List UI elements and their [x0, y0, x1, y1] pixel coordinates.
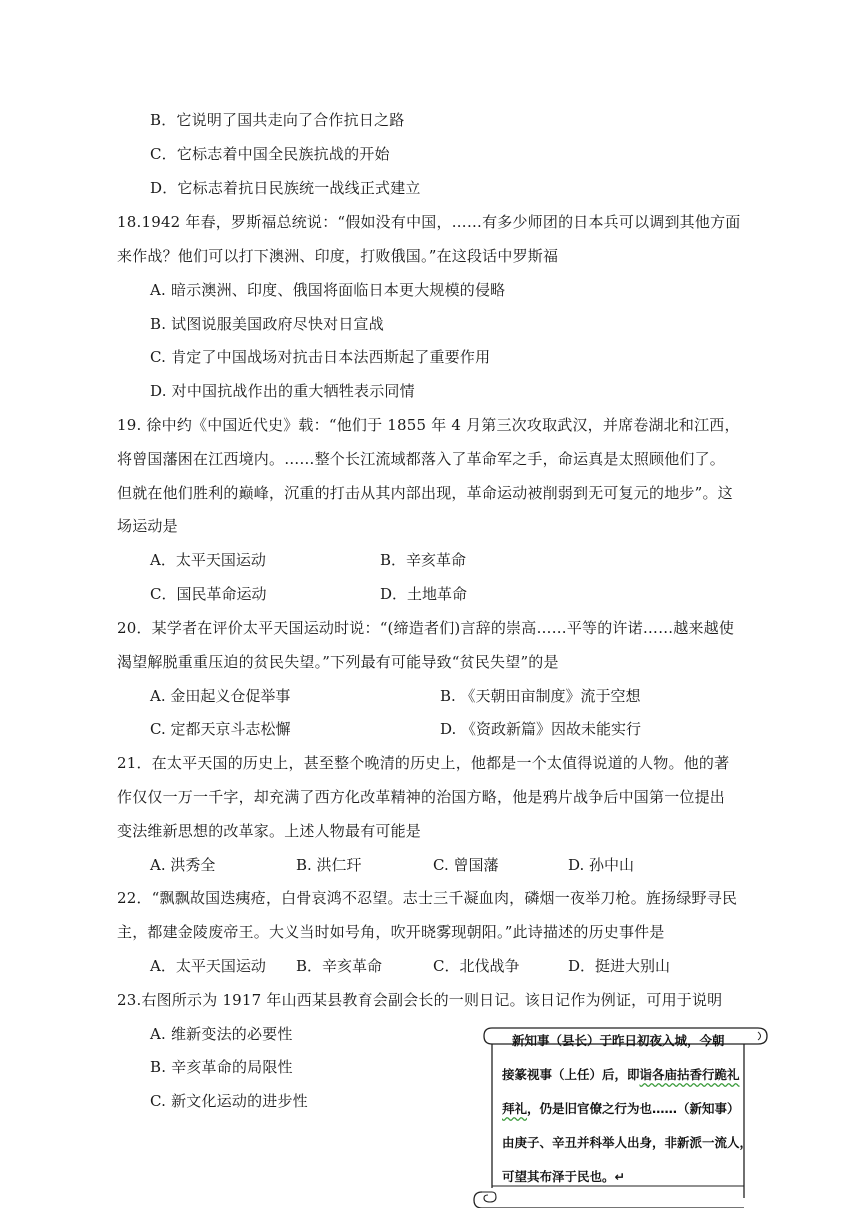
q22-option-b: B．辛亥革命 — [296, 957, 383, 975]
q21-option-c: C. 曾国藩 — [433, 856, 499, 874]
q19-option-b: B．辛亥革命 — [380, 551, 467, 569]
q20-option-b: B. 《天朝田亩制度》流于空想 — [440, 687, 641, 705]
q18-option-c: C. 肯定了中国战场对抗击日本法西斯起了重要作用 — [150, 348, 491, 366]
diary-line-2-underlined: 诣各庙拈香行跪礼 — [639, 1067, 740, 1082]
q22-option-d: D．挺进大别山 — [568, 957, 671, 975]
q18-stem-line2: 来作战？他们可以打下澳洲、印度，打败俄国。”在这段话中罗斯福 — [117, 247, 559, 265]
q23-option-a: A. 维新变法的必要性 — [150, 1025, 293, 1043]
q18-option-b: B. 试图说服美国政府尽快对日宣战 — [150, 315, 384, 333]
diary-line-3-text: ，仍是旧官僚之行为也……（新知事） — [527, 1101, 740, 1116]
q21-option-a: A. 洪秀全 — [150, 856, 216, 874]
q22-stem-line2: 主，都建金陵废帝王。大义当时如号角，吹开晓雾现朝阳。”此诗描述的历史事件是 — [117, 923, 665, 941]
q23-stem-line1: 23.右图所示为 1917 年山西某县教育会副会长的一则日记。该日记作为例证，可用于说明 — [117, 991, 723, 1009]
q18-option-d: D. 对中国抗战作出的重大牺牲表示同情 — [150, 382, 415, 400]
q23-option-c: C. 新文化运动的进步性 — [150, 1092, 308, 1110]
q22-option-a: A．太平天国运动 — [150, 957, 266, 975]
diary-scroll-figure — [470, 1022, 770, 1208]
q23-option-b: B. 辛亥革命的局限性 — [150, 1058, 293, 1076]
q20-option-c: C. 定都天京斗志松懈 — [150, 720, 291, 738]
q19-option-c: C．国民革命运动 — [150, 585, 267, 603]
q17-option-c: C．它标志着中国全民族抗战的开始 — [150, 145, 390, 163]
q19-stem-line2: 将曾国藩困在江西境内。……整个长江流域都落入了革命军之手，命运真是太照顾他们了。 — [117, 450, 726, 468]
q21-stem-line2: 作仅仅一万一千字，却充满了西方化改革精神的治国方略，他是鸦片战争后中国第一位提出 — [117, 788, 726, 806]
diary-line-1: 新知事（县长）于昨日初夜入城，今朝 — [512, 1033, 725, 1048]
q17-option-b: B．它说明了国共走向了合作抗日之路 — [150, 111, 405, 129]
q19-option-a: A．太平天国运动 — [150, 551, 266, 569]
q21-option-d: D. 孙中山 — [568, 856, 635, 874]
diary-line-2 — [502, 1066, 740, 1084]
q21-stem-line3: 变法维新思想的改革家。上述人物最有可能是 — [117, 822, 422, 840]
diary-line-3-underlined: 拜礼 — [502, 1101, 528, 1116]
q22-stem-line1: 22．“飘飘故国迭痍疮，白骨哀鸿不忍望。志士三千凝血肉，磷烟一夜举刀枪。旌扬绿野寻民 — [117, 889, 738, 907]
q20-stem-line2: 渴望解脱重重压迫的贫民失望。”下列最有可能导致“贫民失望”的是 — [117, 653, 559, 671]
q17-option-d: D．它标志着抗日民族统一战线正式建立 — [150, 179, 421, 197]
diary-line-3 — [502, 1100, 740, 1118]
q19-stem-line4: 场运动是 — [117, 517, 178, 535]
q20-stem-line1: 20．某学者在评价太平天国运动时说：“(缔造者们)言辞的崇高……平等的许诺……越来越使 — [117, 619, 735, 637]
q21-stem-line1: 21．在太平天国的历史上，甚至整个晚清的历史上，他都是一个太值得说道的人物。他的著 — [117, 754, 730, 772]
diary-line-5: 可望其布泽于民也。↵ — [502, 1169, 625, 1184]
q19-stem-line3: 但就在他们胜利的巅峰，沉重的打击从其内部出现，革命运动被削弱到无可复元的地步”。这 — [117, 484, 733, 502]
q18-option-a: A. 暗示澳洲、印度、俄国将面临日本更大规模的侵略 — [150, 281, 506, 299]
q20-option-a: A. 金田起义仓促举事 — [150, 687, 291, 705]
q19-option-d: D．土地革命 — [380, 585, 468, 603]
q20-option-d: D. 《资政新篇》因故未能实行 — [440, 720, 642, 738]
q21-option-b: B. 洪仁玕 — [296, 856, 362, 874]
q22-option-c: C．北伐战争 — [433, 957, 520, 975]
diary-line-2-text: 接篆视事（上任）后，即 — [502, 1067, 640, 1082]
diary-line-4: 由庚子、辛丑并科举人出身，非新派一流人， — [502, 1135, 753, 1150]
q18-stem-line1: 18.1942 年春，罗斯福总统说：“假如没有中国，……有多少师团的日本兵可以调到其他方面 — [117, 213, 741, 231]
q19-stem-line1: 19. 徐中约《中国近代史》载：“他们于 1855 年 4 月第三次攻取武汉，并席卷湖北和江西， — [117, 416, 740, 434]
